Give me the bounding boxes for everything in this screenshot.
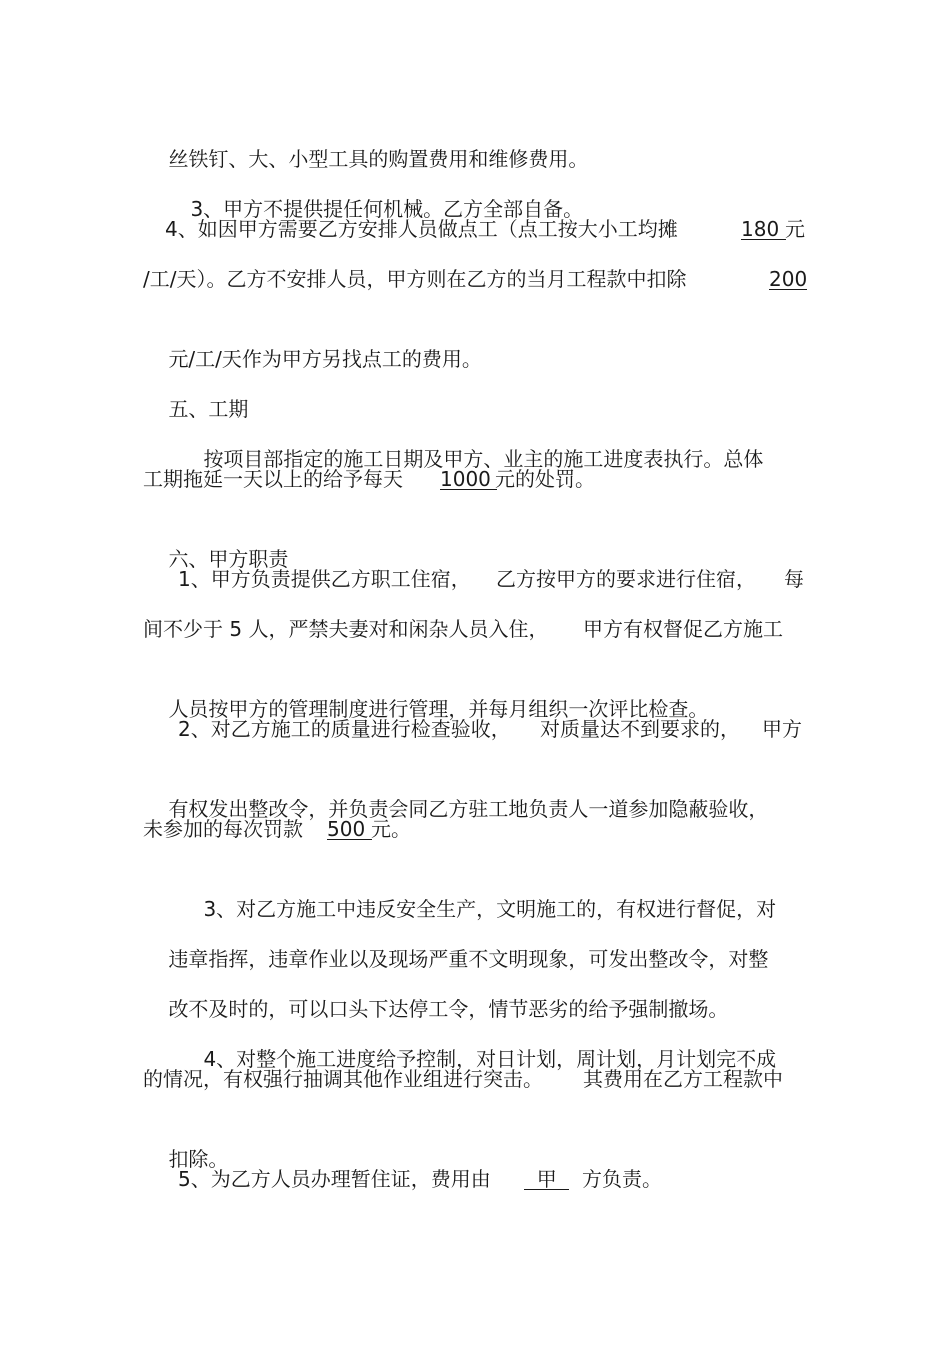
line-text: 3、对乙方施工中违反安全生产，文明施工的，有权进行督促，对 <box>203 897 777 921</box>
line-text-b: 乙方按甲方的要求进行住宿， <box>496 567 756 591</box>
line-text: 人员按甲方的管理制度进行管理，并每月组织一次评比检查。 <box>168 697 709 721</box>
line-text-b: 其费用在乙方工程款中 <box>583 1067 783 1091</box>
clause-4-line-1 <box>165 214 810 244</box>
line-text: 元/工/天作为甲方另找点工的费用。 <box>168 347 482 371</box>
paragraph-line <box>143 114 589 171</box>
section-heading-schedule <box>143 364 249 421</box>
duty-1-line-2 <box>143 614 808 644</box>
line-text-unit: 元 <box>785 217 805 241</box>
schedule-line-1 <box>178 414 764 471</box>
duty-1-line-1 <box>178 564 808 594</box>
line-text: 改不及时的，可以口头下达停工令，情节恶劣的给予强制撤场。 <box>168 997 729 1021</box>
duty-4-line-3 <box>143 1114 229 1171</box>
line-text-tail: 元的处罚。 <box>495 467 595 491</box>
heading-text: 六、甲方职责 <box>168 547 289 571</box>
duty-3-line-3 <box>143 964 729 1021</box>
duty-4-line-2 <box>143 1064 808 1094</box>
clause-3-line <box>165 164 584 221</box>
blank-value-200: 200 <box>769 264 807 294</box>
line-text: 未参加的每次罚款 <box>143 817 303 841</box>
line-text: 4、对整个施工进度给予控制，对日计划，周计划，月计划完不成 <box>203 1047 777 1071</box>
line-text: 5、为乙方人员办理暂住证，费用由 <box>178 1167 491 1191</box>
line-text: 丝铁钉、大、小型工具的购置费用和维修费用。 <box>168 147 589 171</box>
duty-2-line-3 <box>143 814 413 844</box>
duty-3-line-1 <box>178 864 777 921</box>
line-text: 3、甲方不提供提任何机械。乙方全部自备。 <box>190 197 584 221</box>
blank-value-180: 180 <box>741 214 786 244</box>
line-text: 扣除。 <box>168 1147 229 1171</box>
line-text-a: 的情况，有权强行抽调其他作业组进行突击。 <box>143 1067 543 1091</box>
duty-1-line-3 <box>143 664 709 721</box>
line-text: /工/天）。乙方不安排人员，甲方则在乙方的当月工程款中扣除 <box>143 267 687 291</box>
heading-text: 五、工期 <box>168 397 249 421</box>
line-text-a: 间不少于 5 人，严禁夫妻对和闲杂人员入住， <box>143 617 549 641</box>
duty-2-line-1 <box>178 714 808 744</box>
clause-4-line-2 <box>143 264 810 294</box>
line-text-c: 甲方 <box>762 717 802 741</box>
line-text-a: 2、对乙方施工的质量进行检查验收， <box>178 717 511 741</box>
duty-5-line <box>178 1164 678 1194</box>
blank-value-party-a: 甲 <box>524 1164 569 1194</box>
line-text: 违章指挥，违章作业以及现场严重不文明现象，可发出整改令，对整 <box>168 947 769 971</box>
line-text-b: 对质量达不到要求的， <box>540 717 740 741</box>
schedule-line-2 <box>143 464 603 494</box>
section-heading-party-a <box>143 514 289 571</box>
line-text: 按项目部指定的施工日期及甲方、业主的施工进度表执行。总体 <box>203 447 764 471</box>
clause-4-line-3 <box>143 314 482 371</box>
line-text-b: 甲方有权督促乙方施工 <box>583 617 783 641</box>
blank-value-1000: 1000 <box>440 464 497 494</box>
line-text-c: 每 <box>784 567 804 591</box>
line-text: 工期拖延一天以上的给予每天 <box>143 467 403 491</box>
line-text-tail: 元。 <box>371 817 411 841</box>
blank-value-500: 500 <box>327 814 372 844</box>
duty-2-line-2 <box>143 764 769 821</box>
line-text-a: 1、甲方负责提供乙方职工住宿， <box>178 567 471 591</box>
line-text-tail: 方负责。 <box>582 1167 662 1191</box>
duty-3-line-2 <box>143 914 769 971</box>
line-text: 有权发出整改令，并负责会同乙方驻工地负责人一道参加隐蔽验收， <box>168 797 769 821</box>
line-text: 4、如因甲方需要乙方安排人员做点工（点工按大小工均摊 <box>165 217 678 241</box>
duty-4-line-1 <box>178 1014 777 1071</box>
